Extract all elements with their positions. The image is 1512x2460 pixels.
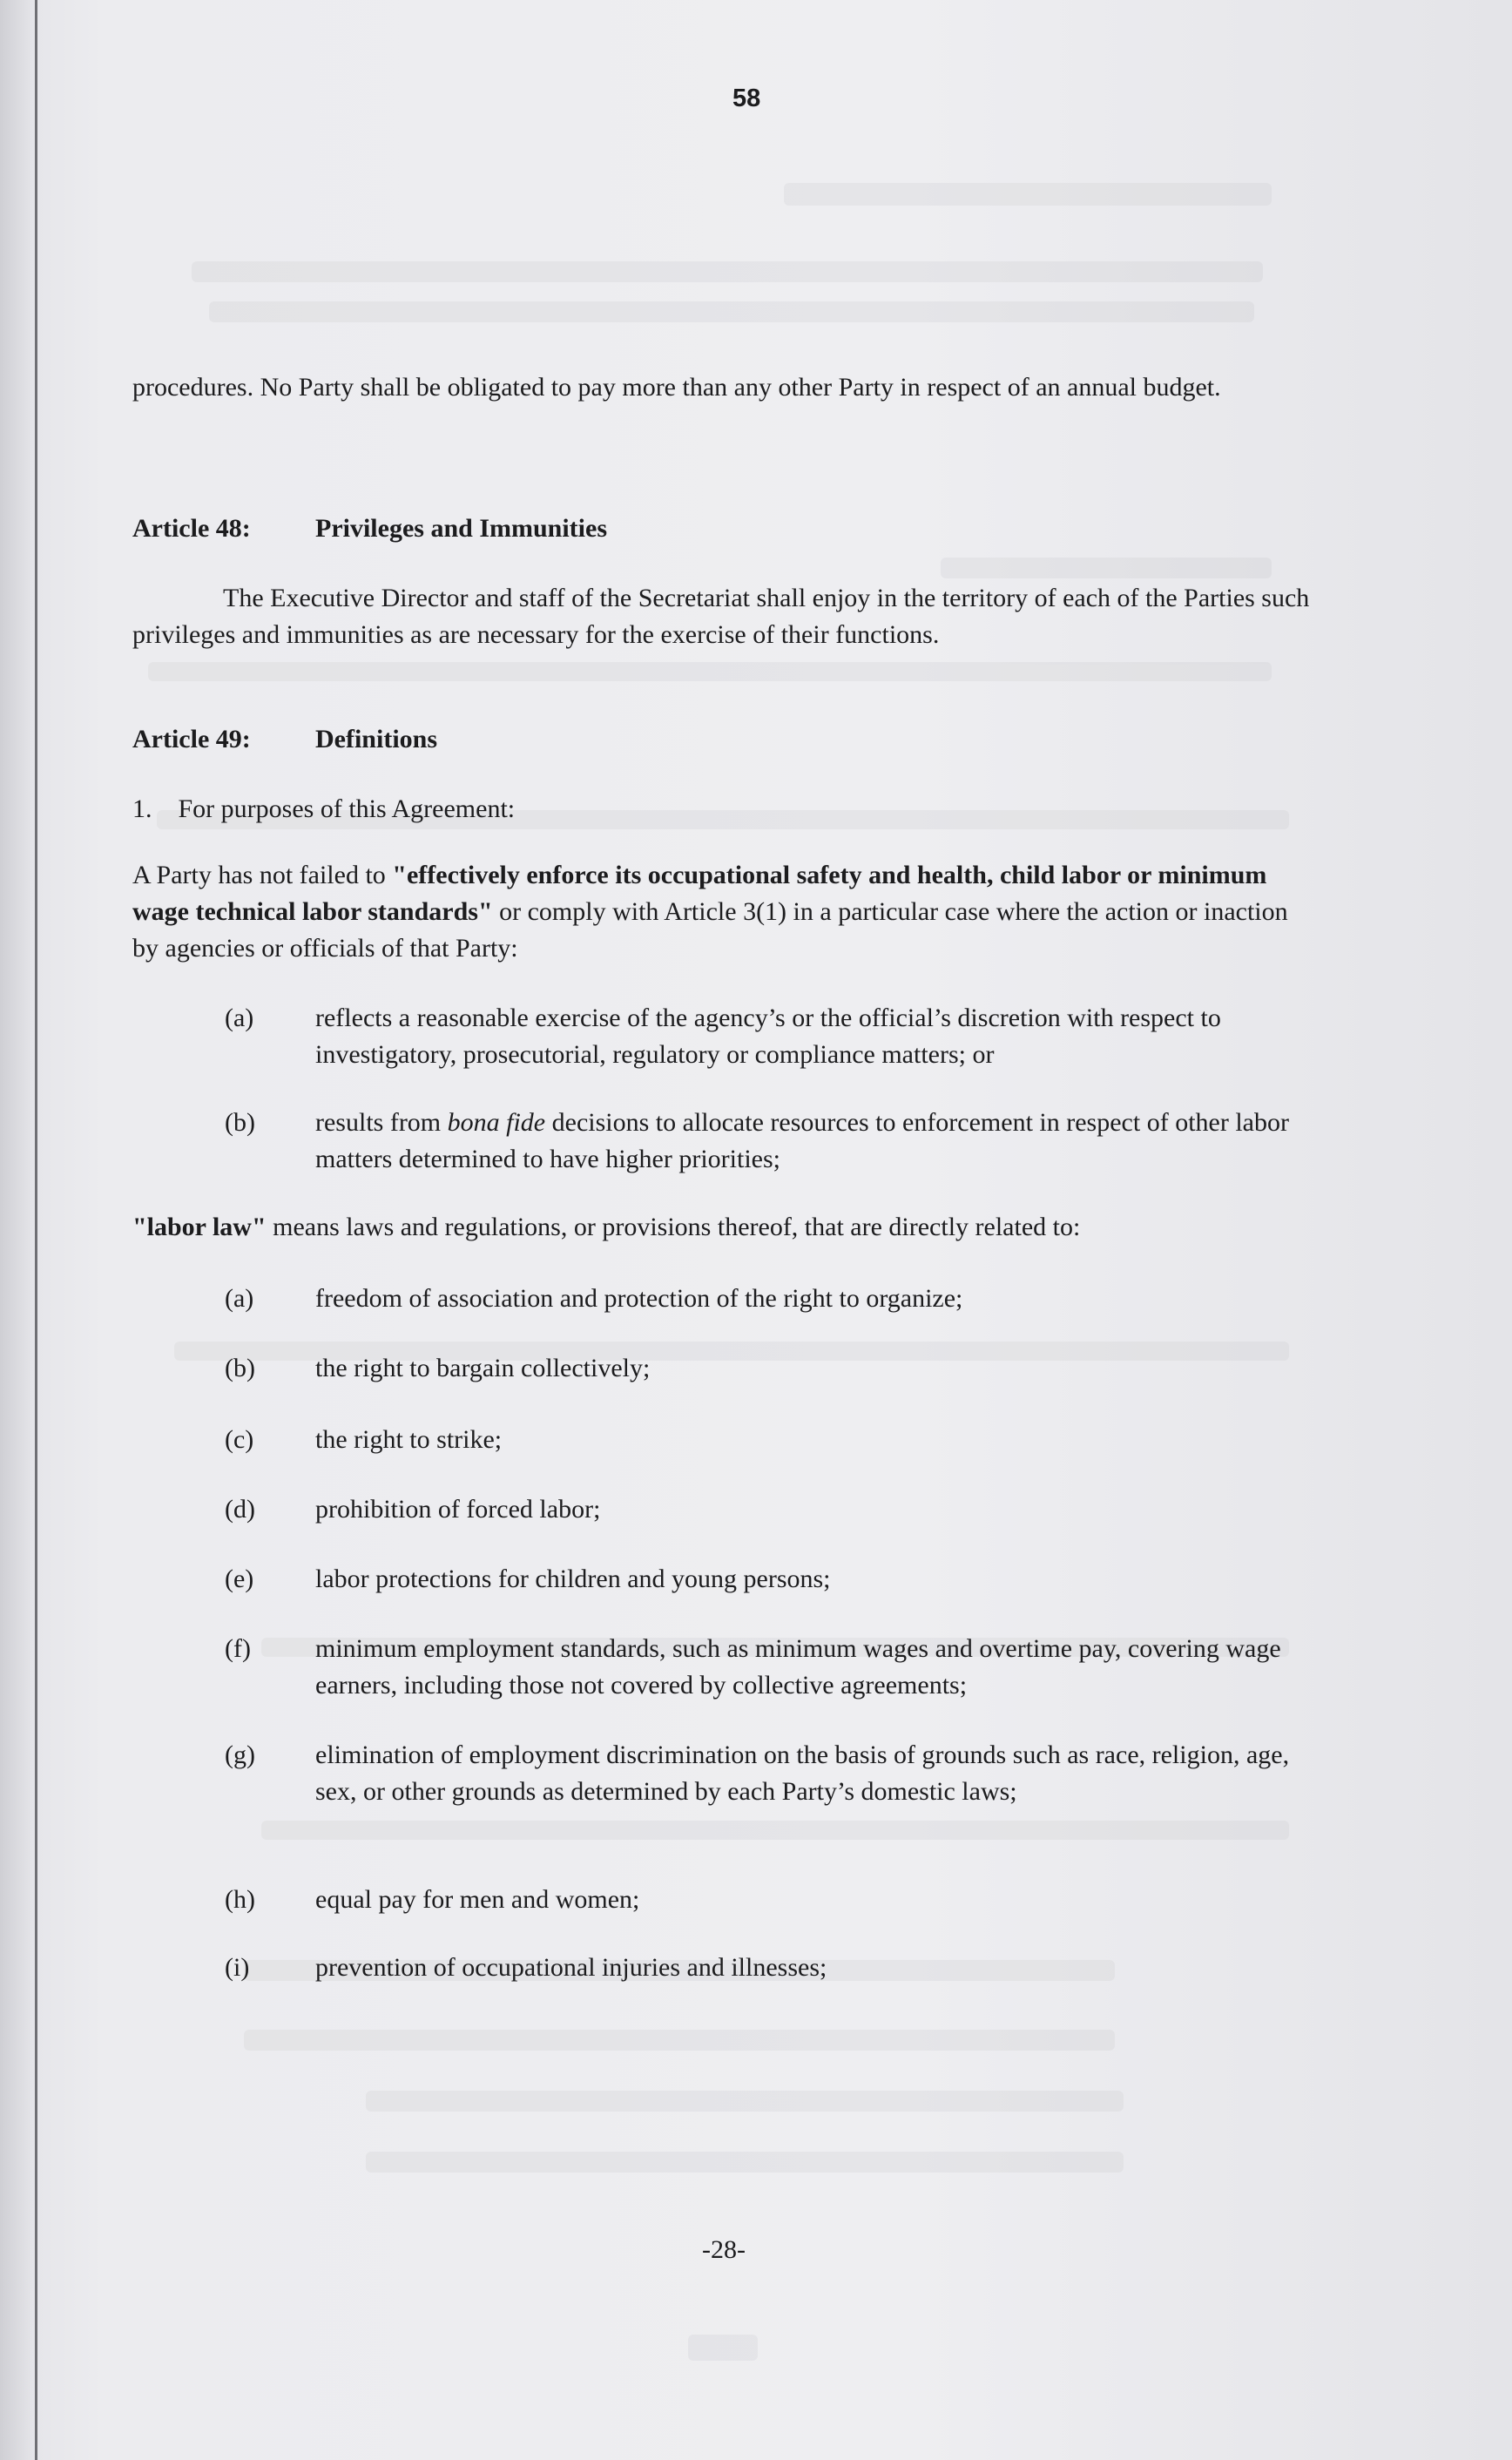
item-label: (d) [225,1495,255,1524]
effective-enforcement-definition [132,857,1317,967]
item-label: (a) [225,1284,254,1313]
article-49-heading [132,721,437,758]
article-48-heading [132,510,607,547]
item-text: labor protections for children and young persons; [315,1565,831,1593]
item-text [315,1105,1317,1178]
item-text: reflects a reasonable exercise of the agency’s or the official’s discretion with respect to investigatory, prosecutorial, regulatory or compliance matters; or [315,1004,1221,1069]
article-48-body: The Executive Director and staff of the Secretariat shall enjoy in the territory of each of the Parties such privileges and immunities as are necessary for the exercise of their functions. [132,584,1310,649]
item-text: elimination of employment discrimination on the basis of grounds such as race, religion, age, sex, or other grounds as determined by each Party’s domestic laws; [315,1740,1290,1806]
item-text: the right to strike; [315,1425,503,1454]
item-text-end: decisions to allocate resources to enforcement in respect of other labor matters determined to have higher priorities; [315,1108,1289,1173]
item-label: (b) [225,1354,255,1382]
item-text: freedom of association and protection of the right to organize; [315,1284,963,1313]
article-49-number: Article 49: [132,725,251,754]
bona-fide-italic: bona fide [447,1108,546,1137]
article-49-clause-1: 1. For purposes of this Agreement: [132,794,516,823]
item-text: equal pay for men and women; [315,1885,640,1914]
item-label: (i) [225,1953,250,1982]
page-number-bottom: -28- [702,2235,746,2264]
item-label: (f) [225,1634,251,1663]
item-label: (e) [225,1565,254,1593]
labor-law-definition [132,1209,1317,1246]
item-label: (a) [225,1004,254,1032]
article-48-number: Article 48: [132,514,251,543]
item-text: prohibition of forced labor; [315,1495,601,1524]
enforcement-term: "effectively enforce its occupational safety and health, child labor or minimum wage technical labor standards" [132,861,1267,926]
labor-law-term: "labor law" [132,1213,267,1241]
item-text: prevention of occupational injuries and illnesses; [315,1953,827,1982]
item-text: minimum employment standards, such as minimum wages and overtime pay, covering wage earners, including those not covered by collective agreements; [315,1634,1281,1700]
item-text: the right to bargain collectively; [315,1354,651,1382]
enforcement-intro: A Party has not failed to [132,861,393,889]
page-number-top: 58 [732,84,761,112]
article-48-title: Privileges and Immunities [315,514,607,543]
intro-paragraph: procedures. No Party shall be obligated to pay more than any other Party in respect of an annual budget. [132,373,1221,402]
item-label: (g) [225,1740,255,1769]
item-label: (c) [225,1425,254,1454]
item-text-start: results from [315,1108,448,1137]
enforcement-condition: or comply with Article 3(1) in a particular case where the action or inaction by agencies or officials of that Party: [132,897,1288,963]
item-label: (h) [225,1885,255,1914]
labor-law-meaning: means laws and regulations, or provisions thereof, that are directly related to: [266,1213,1081,1241]
item-label: (b) [225,1108,255,1137]
article-49-title: Definitions [315,725,438,754]
